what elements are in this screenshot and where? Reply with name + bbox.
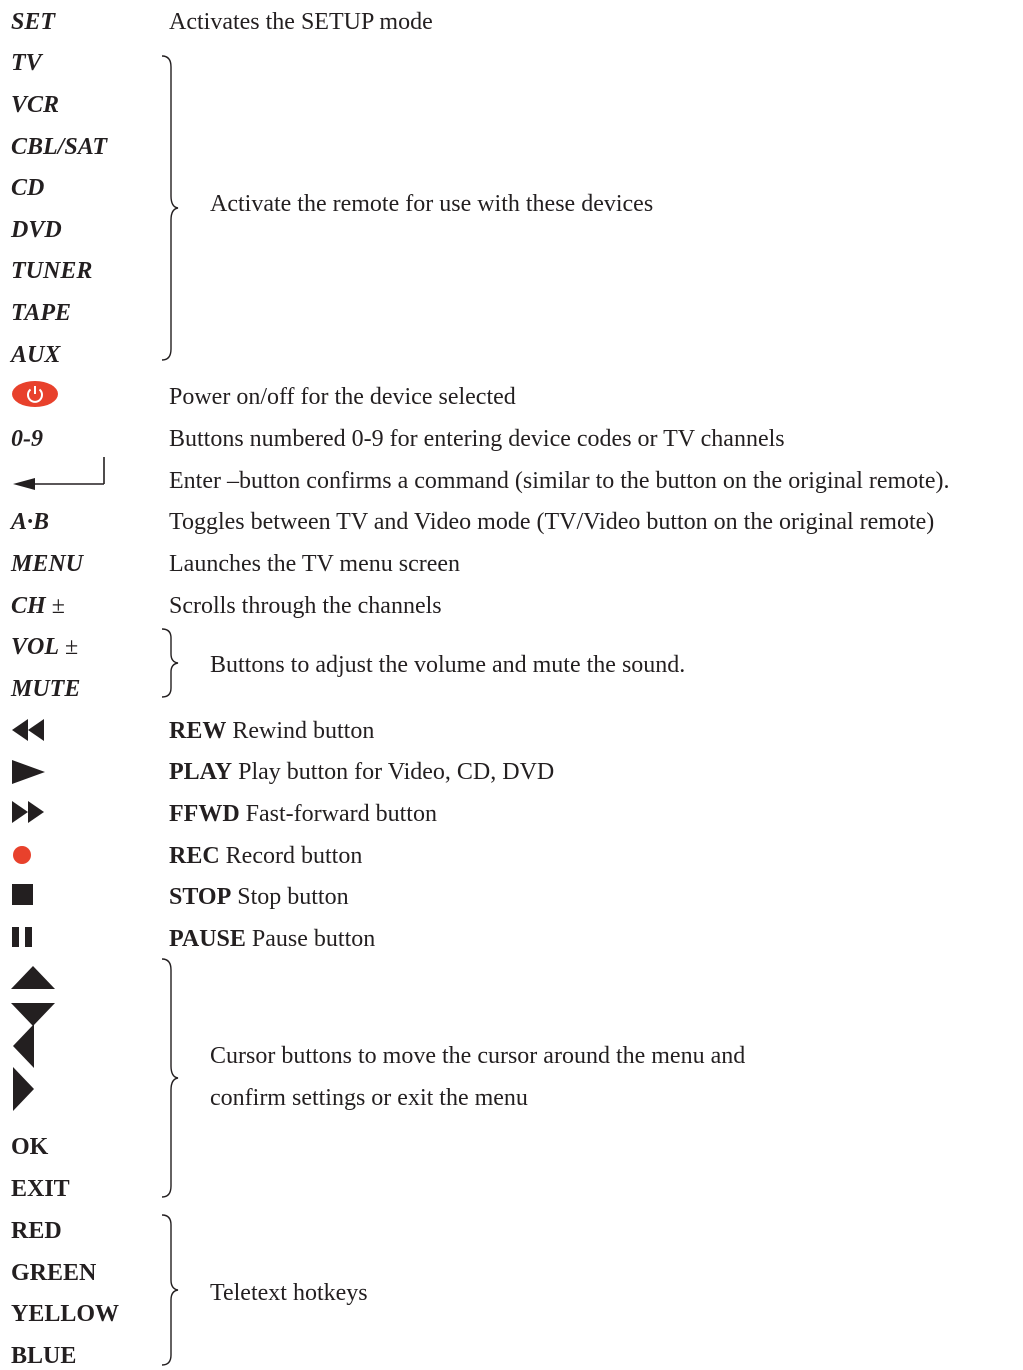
ab-description: Toggles between TV and Video mode (TV/Video button on the original remote) <box>169 509 935 535</box>
teletext-description: Teletext hotkeys <box>210 1280 368 1306</box>
ok-key: OK <box>11 1134 49 1160</box>
device-key-tape: TAPE <box>11 300 72 326</box>
vol-key-sign: ± <box>65 634 79 660</box>
ch-key-sign: ± <box>51 593 65 619</box>
set-key: SET <box>11 9 56 35</box>
cursor-description-line-2: confirm settings or exit the menu <box>210 1085 528 1111</box>
ch-key-label: CH <box>11 593 46 619</box>
volume-group-brace <box>160 628 180 698</box>
ch-key <box>11 592 65 620</box>
enter-arrow-icon <box>11 455 107 491</box>
vol-key-label: VOL <box>11 634 59 660</box>
ffwd-label: FFWD <box>169 801 240 827</box>
rew-text: Rewind button <box>226 718 375 744</box>
play-icon <box>12 760 46 784</box>
menu-description: Launches the TV menu screen <box>169 551 461 577</box>
set-description: Activates the SETUP mode <box>169 9 433 35</box>
device-key-vcr: VCR <box>11 92 60 118</box>
play-label: PLAY <box>169 759 233 785</box>
stop-label: STOP <box>169 884 232 910</box>
device-key-aux: AUX <box>11 342 61 368</box>
arrow-up-icon <box>11 966 57 990</box>
stop-text: Stop button <box>231 884 349 910</box>
teletext-key-green: GREEN <box>11 1260 97 1286</box>
pause-icon <box>12 927 36 949</box>
device-group-brace <box>160 55 180 361</box>
pause-label: PAUSE <box>169 926 246 952</box>
play-text: Play button for Video, CD, DVD <box>232 759 555 785</box>
stop-icon <box>12 884 34 906</box>
teletext-key-blue: BLUE <box>11 1343 77 1369</box>
fast-forward-icon <box>12 801 46 823</box>
rec-label: REC <box>169 843 220 869</box>
rec-description <box>169 842 362 870</box>
rewind-icon <box>12 719 46 741</box>
menu-key: MENU <box>11 551 84 577</box>
digits-description: Buttons numbered 0-9 for entering device codes or TV channels <box>169 426 785 452</box>
ch-description: Scrolls through the channels <box>169 593 442 619</box>
record-icon <box>12 845 32 865</box>
rew-label: REW <box>169 718 227 744</box>
power-description: Power on/off for the device selected <box>169 384 516 410</box>
ffwd-text: Fast-forward button <box>239 801 437 827</box>
ab-key: A·B <box>11 509 50 535</box>
mute-key: MUTE <box>11 676 81 702</box>
exit-key: EXIT <box>11 1176 70 1202</box>
teletext-key-yellow: YELLOW <box>11 1301 120 1327</box>
devices-description: Activate the remote for use with these devices <box>210 191 654 217</box>
stop-description <box>169 883 349 911</box>
vol-key <box>11 633 78 661</box>
device-key-cbl-sat: CBL/SAT <box>11 134 108 160</box>
teletext-key-red: RED <box>11 1218 62 1244</box>
pause-description <box>169 925 375 953</box>
device-key-cd: CD <box>11 175 45 201</box>
device-key-dvd: DVD <box>11 217 62 243</box>
rec-text: Record button <box>219 843 363 869</box>
device-key-tuner: TUNER <box>11 258 93 284</box>
play-description <box>169 758 554 786</box>
arrow-right-icon <box>13 1067 37 1113</box>
arrow-left-icon <box>13 1024 37 1070</box>
pause-text: Pause button <box>245 926 376 952</box>
teletext-group-brace <box>160 1214 180 1366</box>
ffwd-description <box>169 800 437 828</box>
cursor-description-line-1: Cursor buttons to move the cursor around the menu and <box>210 1043 746 1069</box>
digits-key: 0-9 <box>11 426 43 452</box>
cursor-group-brace <box>160 958 180 1198</box>
power-icon <box>11 380 59 408</box>
rew-description <box>169 717 374 745</box>
enter-description: Enter –button confirms a command (similar to the button on the original remote). <box>169 468 950 494</box>
device-key-tv: TV <box>11 50 42 76</box>
volume-description: Buttons to adjust the volume and mute the sound. <box>210 652 686 678</box>
